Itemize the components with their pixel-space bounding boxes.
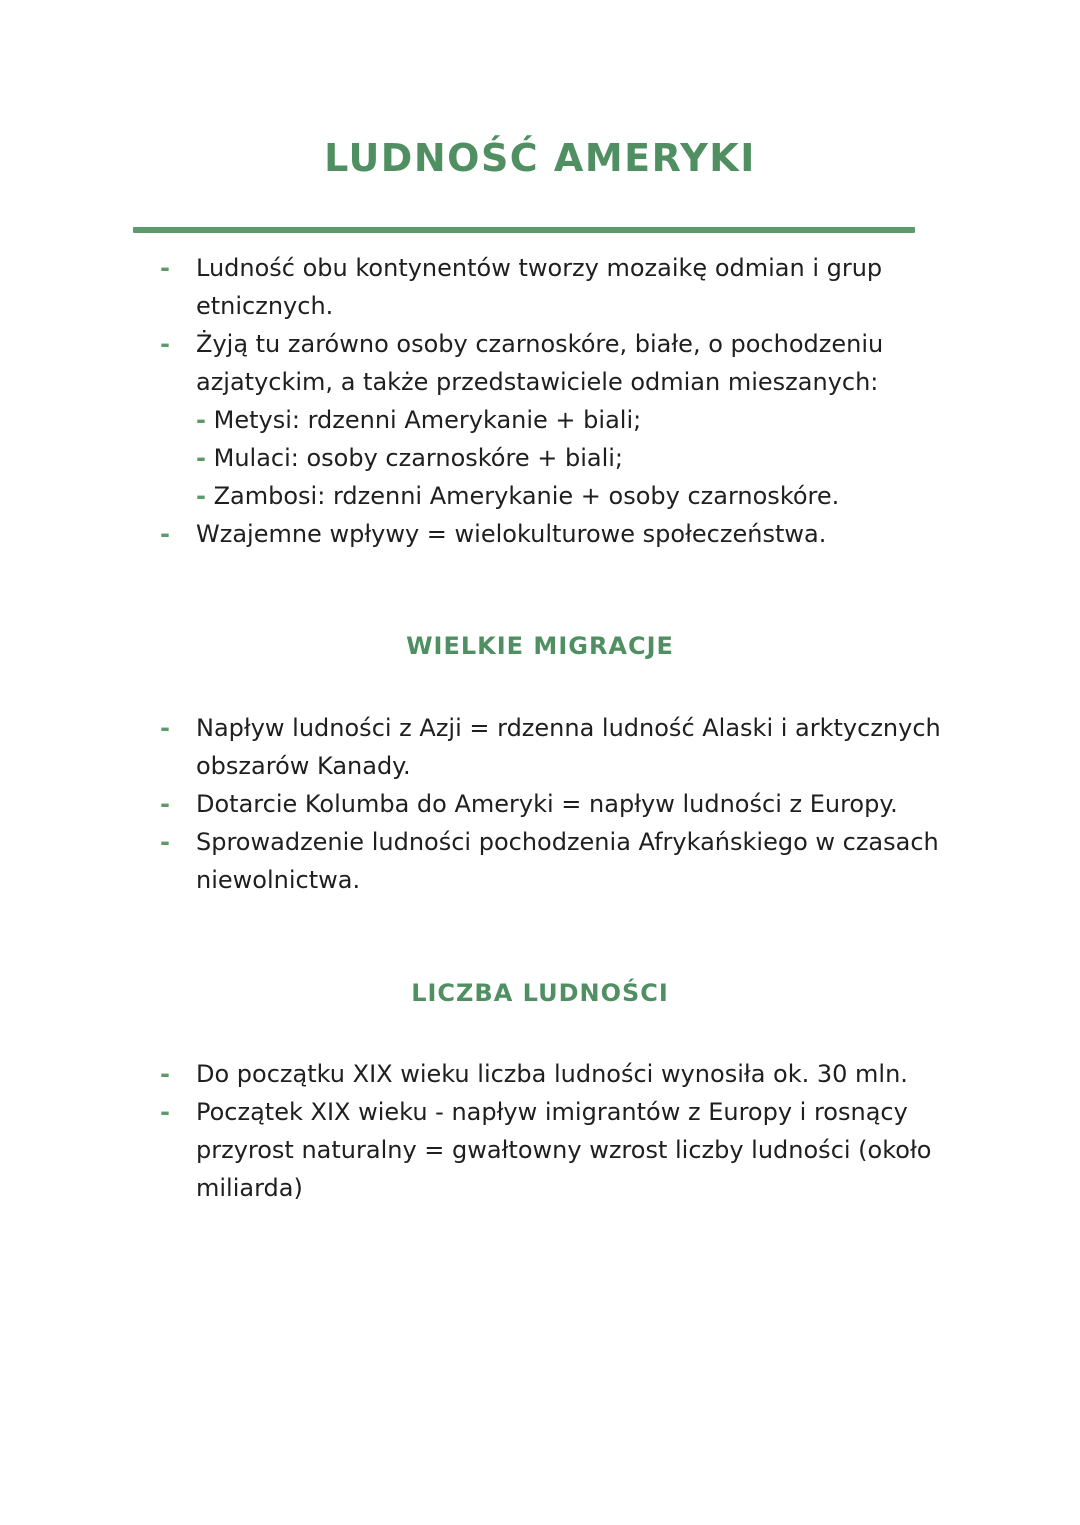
list-item [160, 823, 960, 899]
list-item [160, 785, 960, 823]
list-item-text: Początek XIX wieku - napływ imigrantów z Europy i rosnący przyrost naturalny = gwałtowny wzrost liczby ludności (około miliarda) [196, 1098, 932, 1202]
bullet-dash-icon: - [160, 520, 170, 548]
sublist-item [196, 439, 960, 477]
population-list [160, 1055, 960, 1207]
list-item [160, 325, 960, 515]
sublist-item-text: Zambosi: rdzenni Amerykanie + osoby czarnoskóre. [213, 482, 840, 510]
list-item-text: Sprowadzenie ludności pochodzenia Afrykańskiego w czasach niewolnictwa. [196, 828, 939, 894]
sublist-item-text: Mulaci: osoby czarnoskóre + biali; [213, 444, 623, 472]
list-item [160, 1093, 960, 1207]
sublist-item [196, 401, 960, 439]
list-item [160, 709, 960, 785]
bullet-dash-icon: - [160, 330, 170, 358]
list-item [160, 515, 960, 553]
list-item [160, 1055, 960, 1093]
list-item-text: Do początku XIX wieku liczba ludności wynosiła ok. 30 mln. [196, 1060, 908, 1088]
sublist-item-text: Metysi: rdzenni Amerykanie + biali; [213, 406, 642, 434]
bullet-dash-icon: - [160, 790, 170, 818]
list-item [160, 249, 960, 325]
section-heading-migrations: WIELKIE MIGRACJE [406, 632, 674, 660]
bullet-dash-icon: - [160, 1060, 170, 1088]
mixed-groups-sublist [196, 401, 960, 515]
list-item-text: Napływ ludności z Azji = rdzenna ludność Alaski i arktycznych obszarów Kanady. [196, 714, 941, 780]
page-title: LUDNOŚĆ AMERYKI [324, 136, 756, 180]
bullet-dash-icon: - [160, 1098, 170, 1126]
section-heading-population: LICZBA LUDNOŚCI [411, 979, 669, 1007]
list-item-text: Żyją tu zarówno osoby czarnoskóre, białe, o pochodzeniu azjatyckim, a także przedstawiciele odmian mieszanych: [196, 330, 884, 396]
bullet-dash-icon: - [196, 406, 206, 434]
list-item-text: Ludność obu kontynentów tworzy mozaikę odmian i grup etnicznych. [196, 254, 883, 320]
sublist-item [196, 477, 960, 515]
bullet-dash-icon: - [196, 482, 206, 510]
intro-list [160, 249, 960, 553]
bullet-dash-icon: - [160, 828, 170, 856]
bullet-dash-icon: - [160, 714, 170, 742]
migrations-list [160, 709, 960, 899]
list-item-text: Wzajemne wpływy = wielokulturowe społeczeństwa. [196, 520, 827, 548]
bullet-dash-icon: - [196, 444, 206, 472]
bullet-dash-icon: - [160, 254, 170, 282]
list-item-text: Dotarcie Kolumba do Ameryki = napływ ludności z Europy. [196, 790, 898, 818]
title-divider [133, 227, 915, 233]
